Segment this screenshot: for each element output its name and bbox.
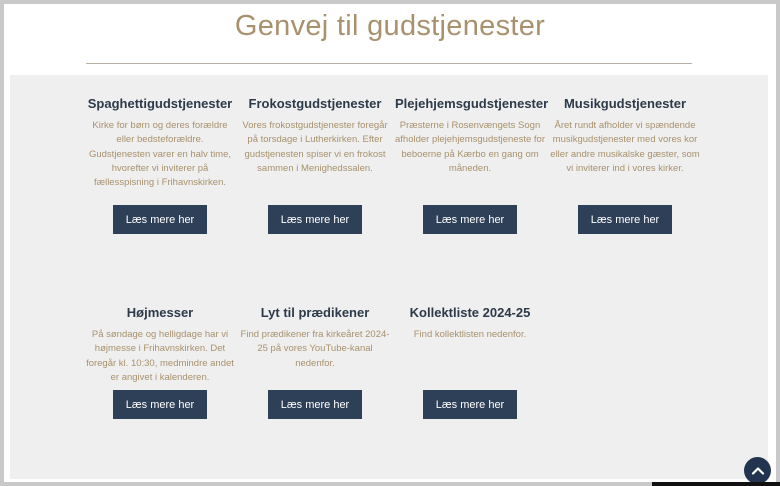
card-description: Kirke for børn og deres forældre eller bedsteforældre. Gudstjenesten varer en halv time, hvorefter vi inviterer på fællesspisning i Frihavnskirken. [88,120,232,189]
read-more-button-praedikener[interactable]: Læs mere her [268,390,362,419]
card-musikgudstjenester [550,95,700,234]
card-title: Plejehjemsgudstjenester [395,96,549,111]
card-lyt-til-praedikener [240,304,390,419]
card-title: Lyt til prædikener [260,305,370,320]
card-title: Musikgudstjenester [563,96,687,111]
scroll-to-top-button[interactable] [744,457,771,482]
read-more-button-hoejmesser[interactable]: Læs mere her [113,390,207,419]
card-description: Præsterne i Rosenvængets Sogn afholder plejehjemsgudstjeneste for beboerne på Kærbo en gang om måneden. [395,120,545,174]
chevron-up-icon [751,464,765,478]
card-description: På søndage og helligdage har vi højmesse i Frihavnskirken. Det foregår kl. 10:30, medmindre andet er angivet i kalenderen. [86,329,234,383]
read-more-button-spaghetti[interactable]: Læs mere her [113,205,207,234]
card-hoejmesser [85,304,235,419]
card-title: Spaghettigudstjenester [87,96,233,111]
read-more-button-frokost[interactable]: Læs mere her [268,205,362,234]
title-divider [86,63,692,64]
read-more-button-musik[interactable]: Læs mere her [578,205,672,234]
card-description: Find kollektlisten nedenfor. [413,329,527,340]
card-spaghettigudstjenester [85,95,235,234]
card-plejehjemsgudstjenester [395,95,549,234]
card-title: Kollektliste 2024-25 [409,305,531,320]
card-description: Året rundt afholder vi spændende musikgudstjenester med vores kor eller andre musikalske gæster, som vi inviterer ind i vores kirker. [550,120,700,174]
card-title: Højmesser [126,305,194,320]
bottom-edge-bar [652,482,780,486]
page-title: Genvej til gudstjenester [234,10,546,42]
card-description: Vores frokostgudstjenester foregår på torsdage i Lutherkirken. Efter gudstjenesten spiser vi en frokost sammen i Menighedssalen. [242,120,388,174]
read-more-button-plejehjem[interactable]: Læs mere her [423,205,517,234]
card-frokostgudstjenester [240,95,390,234]
card-kollektliste [395,304,545,419]
card-description: Find prædikener fra kirkeåret 2024-25 på vores YouTube-kanal nedenfor. [240,329,390,369]
page-frame [4,4,776,482]
card-title: Frokostgudstjenester [248,96,382,111]
read-more-button-kollektliste[interactable]: Læs mere her [423,390,517,419]
services-panel [10,75,768,479]
